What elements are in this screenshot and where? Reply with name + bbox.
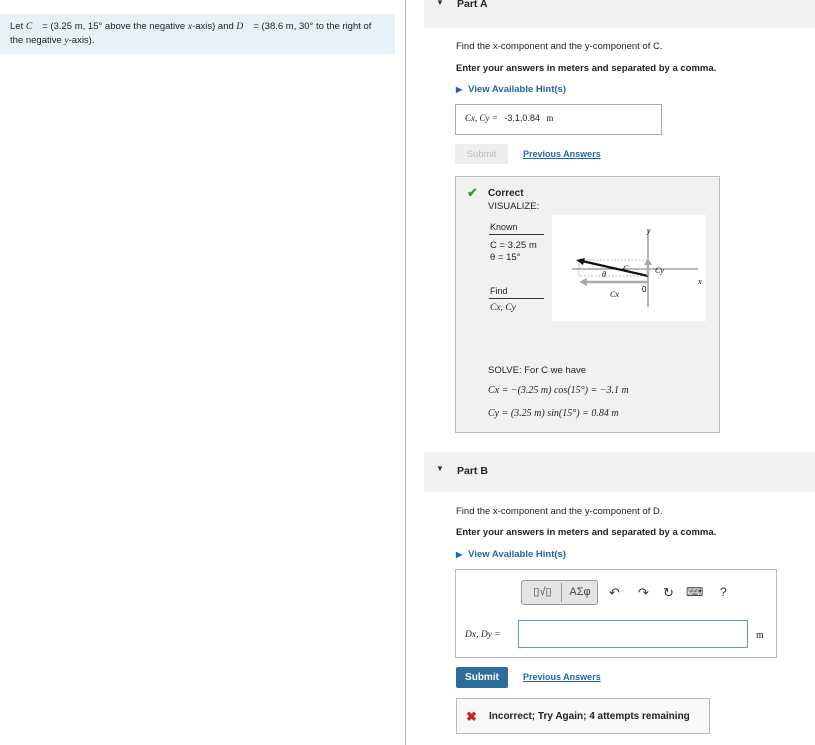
undo-icon[interactable]: ↶ bbox=[609, 585, 620, 600]
visualize-label: VISUALIZE: bbox=[488, 201, 540, 212]
part-b-feedback-message: Incorrect; Try Again; 4 attempts remaining bbox=[489, 711, 690, 722]
vector-d-symbol: D bbox=[236, 22, 251, 32]
part-a-answer-unit: m bbox=[546, 113, 554, 123]
diagram-c-label: C bbox=[623, 264, 629, 273]
diagram-theta-label: θ bbox=[602, 270, 606, 279]
keyboard-icon[interactable]: ⌨ bbox=[686, 585, 704, 599]
part-b-feedback bbox=[456, 698, 710, 734]
feedback-status: Correct bbox=[488, 188, 524, 199]
diagram-x-label: x bbox=[698, 277, 702, 286]
incorrect-x-icon: ✖ bbox=[466, 709, 477, 724]
math-toolbar-group bbox=[521, 580, 598, 605]
part-a-previous-answers-link[interactable]: Previous Answers bbox=[523, 149, 601, 159]
problem-statement: Let C = (3.25 m, 15° above the negative x-axis) and D = (38.6 m, 30° to the right of the negative y-axis). bbox=[0, 14, 395, 54]
vector-cx-arrowhead bbox=[579, 278, 587, 286]
find-header: Find bbox=[490, 286, 508, 296]
redo-icon[interactable]: ↷ bbox=[638, 585, 649, 600]
part-a-answer-value: -3.1,0.84 bbox=[504, 113, 540, 123]
collapse-triangle-icon[interactable]: ▼ bbox=[436, 464, 444, 473]
part-b-previous-answers-link[interactable]: Previous Answers bbox=[523, 672, 601, 682]
symbols-button[interactable]: ΑΣφ bbox=[569, 586, 591, 598]
known-angle: θ = 15° bbox=[490, 252, 521, 263]
part-b-header[interactable] bbox=[424, 452, 815, 492]
known-underline bbox=[489, 234, 544, 235]
known-header: Known bbox=[490, 222, 518, 232]
part-a-answer-label: Cx, Cy = bbox=[465, 113, 498, 123]
vector-cy-arrowhead bbox=[644, 258, 652, 265]
part-b-answer-input[interactable] bbox=[518, 620, 748, 648]
panel-divider bbox=[405, 0, 406, 745]
part-a-hint-toggle[interactable]: ▶ View Available Hint(s) bbox=[456, 84, 566, 95]
known-magnitude: C = 3.25 m bbox=[490, 240, 537, 251]
part-a-title: Part A bbox=[457, 0, 488, 10]
part-b-prompt: Find the x-component and the y-component of D. bbox=[456, 506, 663, 517]
part-b-hint-toggle[interactable]: ▶ View Available Hint(s) bbox=[456, 549, 566, 560]
reset-icon[interactable]: ↻ bbox=[663, 585, 674, 600]
diagram-y-label: y bbox=[647, 226, 651, 235]
solve-intro: SOLVE: For C we have bbox=[488, 365, 587, 376]
vector-c-symbol: C bbox=[25, 22, 40, 32]
part-b-submit-button[interactable]: Submit bbox=[456, 667, 508, 688]
solve-equation-2: Cy = (3.25 m) sin(15°) = 0.84 m bbox=[488, 408, 619, 419]
part-a-prompt: Find the x-component and the y-component of C. bbox=[456, 41, 663, 52]
find-underline bbox=[489, 298, 544, 299]
part-a-submit-button[interactable]: Submit bbox=[455, 144, 508, 164]
part-b-answer-panel bbox=[455, 569, 777, 658]
vector-c-arrow bbox=[582, 261, 648, 276]
vector-c-arrowhead bbox=[576, 258, 585, 265]
diagram-cy-label: Cy bbox=[655, 266, 664, 275]
expand-arrow-icon: ▶ bbox=[456, 85, 463, 94]
part-b-answer-label: Dx, Dy = bbox=[465, 630, 501, 640]
expand-arrow-icon: ▶ bbox=[456, 550, 463, 559]
part-a-feedback bbox=[455, 176, 720, 433]
part-b-title: Part B bbox=[457, 465, 488, 477]
vector-diagram bbox=[552, 215, 706, 321]
collapse-triangle-icon[interactable]: ▼ bbox=[436, 0, 444, 7]
part-a-header[interactable] bbox=[424, 0, 815, 28]
diagram-cx-label: Cx bbox=[610, 290, 619, 299]
part-a-instruction: Enter your answers in meters and separated by a comma. bbox=[456, 63, 717, 74]
checkmark-icon: ✔ bbox=[467, 185, 478, 200]
diagram-origin-label: 0 bbox=[642, 285, 647, 294]
part-a-answer-box[interactable] bbox=[455, 104, 662, 135]
solve-equation-1: Cx = −(3.25 m) cos(15°) = −3.1 m bbox=[488, 385, 629, 396]
find-value: Cx, Cy bbox=[490, 303, 516, 313]
help-icon[interactable]: ? bbox=[720, 585, 727, 599]
part-b-answer-unit: m bbox=[756, 630, 764, 641]
part-b-instruction: Enter your answers in meters and separated by a comma. bbox=[456, 527, 717, 538]
templates-button[interactable]: ▯√▯ bbox=[524, 583, 562, 602]
